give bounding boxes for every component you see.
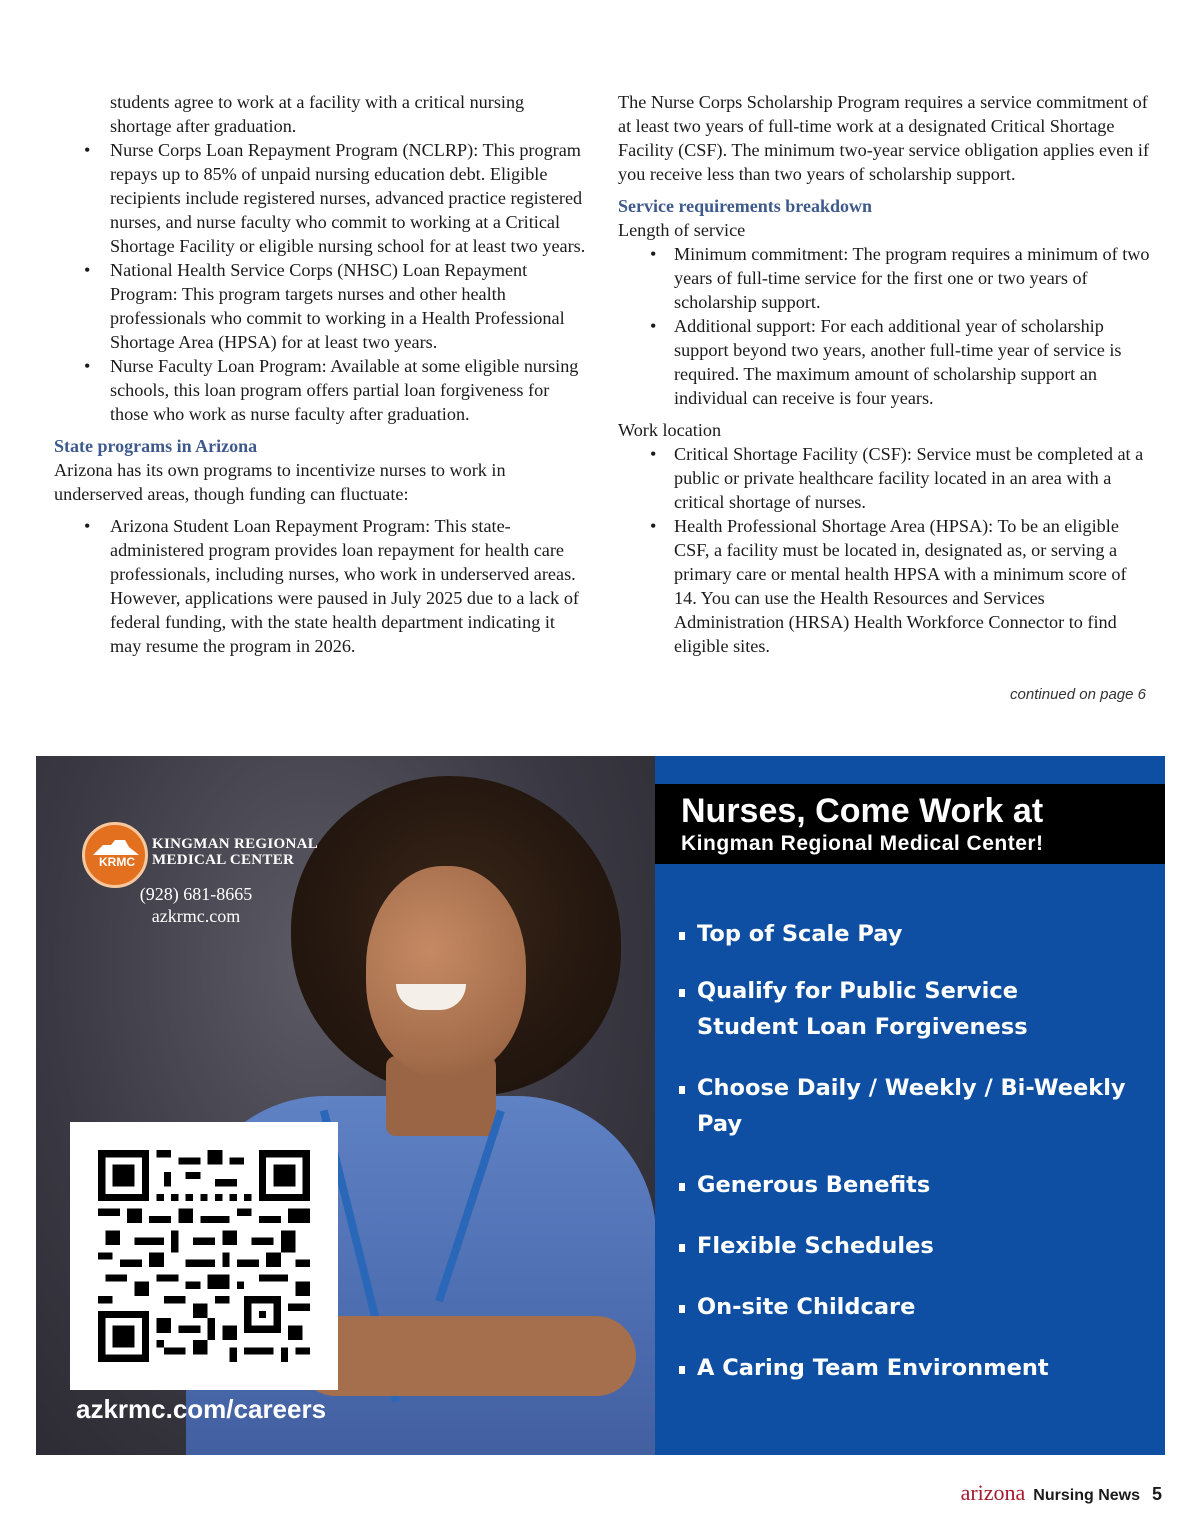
benefits-list <box>677 916 1165 1386</box>
length-of-service-label: Length of service <box>618 220 746 240</box>
list-item <box>677 973 1165 1045</box>
benefit-line: Qualify for Public Service <box>697 978 1018 1004</box>
left-column <box>54 90 589 658</box>
list-item: Top of Scale Pay <box>677 916 1165 952</box>
list-item: • Additional support: For each additional year of scholarship support beyond two years, another full-time year of service is required. The maximum amount of scholarship support an individual can receive is four years. <box>618 314 1150 410</box>
intro-continuation: students agree to work at a facility with a critical nursing shortage after graduation. <box>110 92 525 136</box>
list-item: Choose Daily / Weekly / Bi-Weekly Pay <box>677 1070 1165 1142</box>
benefit-line: Student Loan Forgiveness <box>697 1014 1028 1040</box>
list-item: Flexible Schedules <box>677 1228 1165 1264</box>
qr-code-icon <box>98 1150 310 1362</box>
nurse-photo <box>36 756 655 1455</box>
list-item: On-site Childcare <box>677 1289 1165 1325</box>
ad-subheadline: Kingman Regional Medical Center! <box>681 832 1044 855</box>
publication-brand: arizona <box>960 1480 1026 1505</box>
state-program-list <box>54 514 589 658</box>
ad-website[interactable]: azkrmc.com <box>151 906 241 926</box>
state-programs-heading: State programs in Arizona <box>54 436 258 456</box>
careers-url[interactable]: azkrmc.com/careers <box>76 1394 327 1424</box>
list-item: • Arizona Student Loan Repayment Program: This state-administered program provides loan repayment for health care professionals, including nurses, who work in underserved areas. However, applications were paused in July 2025 due to a lack of federal funding, with the state health department indicating it may resume the program in 2026. <box>54 514 589 658</box>
work-location-list <box>618 442 1150 658</box>
list-item: • Health Professional Shortage Area (HPSA): To be an eligible CSF, a facility must be located in, designated as, or serving a primary care or mental health HPSA with a minimum score of 14. You can use the Health Resources and Services Administration (HRSA) Health Workforce Connector to find eligible sites. <box>618 514 1150 658</box>
logo-abbreviation: KRMC <box>99 855 135 869</box>
krmc-logo <box>82 822 342 888</box>
list-item: • National Health Service Corps (NHSC) Loan Repayment Program: This program targets nurses and other health professionals who commit to working in a Health Professional Shortage Area (HPSA) for at least two years. <box>54 258 589 354</box>
publication-name: Nursing News <box>1033 1487 1140 1504</box>
ad-headline-banner <box>655 784 1165 864</box>
krmc-logo-icon <box>82 822 148 888</box>
right-column <box>618 90 1150 658</box>
qr-code[interactable] <box>70 1122 338 1390</box>
ad-benefits-panel <box>655 756 1165 1455</box>
continued-note: continued on page 6 <box>1010 686 1146 703</box>
page-number: 5 <box>1151 1484 1162 1504</box>
logo-name <box>152 836 352 868</box>
scholarship-intro: The Nurse Corps Scholarship Program requires a service commitment of at least two years of full-time work at a designated Critical Shortage Facility (CSF). The minimum two-year service obligation applies even if you receive less than two years of scholarship support. <box>618 92 1150 184</box>
logo-name-line2: MEDICAL CENTER <box>152 852 295 868</box>
ad-headline: Nurses, Come Work at <box>681 792 1044 830</box>
service-requirements-heading: Service requirements breakdown <box>618 196 872 216</box>
list-item: A Caring Team Environment <box>677 1350 1165 1386</box>
list-item: Generous Benefits <box>677 1167 1165 1203</box>
list-item: • Minimum commitment: The program requires a minimum of two years of full-time service for the first one or two years of scholarship support. <box>618 242 1150 314</box>
work-location-label: Work location <box>618 420 722 440</box>
page-footer <box>961 1480 1162 1506</box>
federal-program-list <box>54 138 589 426</box>
photo-crossed-arms <box>296 1316 636 1396</box>
logo-name-line1: KINGMAN REGIONAL <box>152 836 319 852</box>
list-item: • Nurse Corps Loan Repayment Program (NCLRP): This program repays up to 85% of unpaid nursing education debt. Eligible recipients include registered nurses, advanced practice registered nurses, and nurse faculty who commit to working at a Critical Shortage Facility or eligible nursing school for at least two years. <box>54 138 589 258</box>
krmc-advertisement <box>36 756 1165 1455</box>
photo-face <box>366 866 526 1076</box>
list-item: • Critical Shortage Facility (CSF): Service must be completed at a public or private healthcare facility located in an area with a critical shortage of nurses. <box>618 442 1150 514</box>
state-programs-intro: Arizona has its own programs to incentivize nurses to work in underserved areas, though funding can fluctuate: <box>54 460 506 504</box>
list-item: • Nurse Faculty Loan Program: Available at some eligible nursing schools, this loan program offers partial loan forgiveness for those who work as nurse faculty after graduation. <box>54 354 589 426</box>
ad-phone-number[interactable]: (928) 681-8665 <box>139 884 253 904</box>
length-of-service-list <box>618 242 1150 410</box>
